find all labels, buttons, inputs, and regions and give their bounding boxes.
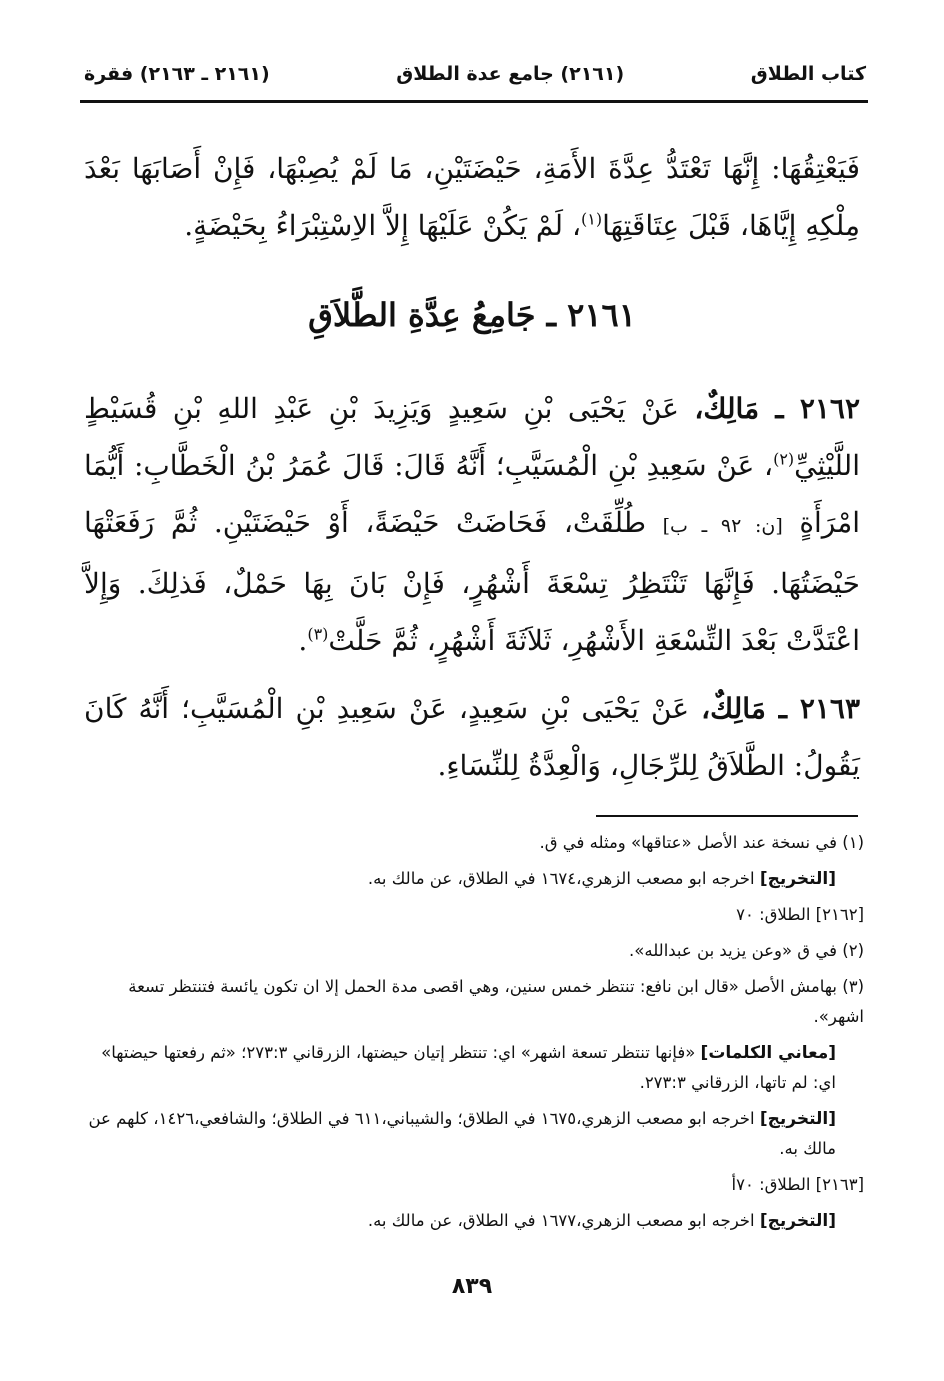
p2-end: .: [298, 624, 308, 657]
takhrij-tag: [التخريج]: [759, 1211, 836, 1231]
p2-text-3: طُلِّقَتْ، فَحَاضَتْ حَيْضَةً، أَوْ حَيْضَتَيْنِ. ثُمَّ رَفَعَتْهَا حَيْضَتُهَا. فَإِنَّهَا تَنْتَظِرُ تِسْعَةَ أَشْهُرٍ، فَإِنْ بَانَ بِهَا حَمْلٌ، فَذلِكَ. وَإِلاَّ اعْتَدَّتْ بَعْدَ التِّسْعَةِ الأَشْهُرِ، ثَلاَثَةَ أَشْهُرٍ، ثُمَّ حَلَّتْ: [84, 506, 860, 657]
paragraph-2162: [84, 380, 860, 669]
p1-footnote-marker: (١): [581, 209, 603, 229]
footnote-separator: [596, 815, 858, 817]
p2-number: ٢١٦٢ ـ مَالِكٌ،: [694, 392, 860, 425]
footnote-1-takhrij: [78, 864, 864, 894]
p2-footnote-marker-2: (٢): [773, 449, 795, 469]
footnote-3-takhrij: [78, 1104, 864, 1164]
running-header: [84, 58, 866, 90]
reference-2163: [٢١٦٣] الطلاق: ٧٠أ: [731, 1175, 864, 1194]
chapter-title: ٢١٦١ ـ جَامِعُ عِدَّةِ الطَّلاَقِ: [308, 296, 636, 334]
header-rule: [80, 100, 868, 103]
paragraph-2163: [84, 680, 860, 794]
footnote-2: (٢) في ق «وعن يزيد بن عبدالله».: [629, 941, 864, 960]
header-chapter-title: (٢١٦١) جامع عدة الطلاق: [396, 63, 625, 85]
takhrij-text: اخرجه ابو مصعب الزهري،١٦٧٤ في الطلاق، عن مالك به.: [367, 869, 760, 888]
header-book-title: كتاب الطلاق: [750, 63, 866, 85]
p3-number: ٢١٦٣ ـ مَالِكٌ،: [701, 692, 860, 725]
footnotes: [78, 828, 864, 1242]
meanings-text: «فإنها تنتظر تسعة اشهر» اي: تنتظر إتيان حيضتها، الزرقاني ٢٧٣:٣؛ «ثم رفعتها حيضتها» اي: لم تاتها، الزرقاني ٢٧٣:٣.: [101, 1043, 836, 1092]
footnote-3: (٣) بهامش الأصل «قال ابن نافع: تنتظر خمس سنين، وهي اقصى مدة الحمل إلا ان تكون يائسة فتنتظر تسعة اشهر».: [128, 977, 864, 1026]
p2-text-2: ، عَنْ سَعِيدِ بْنِ الْمُسَيَّبِ؛ أَنَّهُ قَالَ: قَالَ عُمَرُ بْنُ الْخَطَّابِ: أَيُّمَا امْرَأَةٍ: [84, 449, 861, 539]
p2-text: عَنْ يَحْيَى بْنِ سَعِيدٍ وَيَزِيدَ بْنِ عَبْدِ اللهِ بْنِ قُسَيْطٍ اللَّيْثِيِّ: [84, 392, 860, 482]
footnote-1: (١) في نسخة عند الأصل «عتاقها» ومثله في ق.: [539, 833, 864, 852]
takhrij-text: اخرجه ابو مصعب الزهري،١٦٧٧ في الطلاق، عن مالك به.: [367, 1211, 760, 1230]
p1-text-end: ، لَمْ يَكُنْ عَلَيْهَا إِلاَّ الاِسْتِبْرَاءُ بِحَيْضَةٍ.: [184, 209, 582, 242]
meanings-tag: [معاني الكلمات]: [700, 1043, 836, 1063]
takhrij-text: اخرجه ابو مصعب الزهري،١٦٧٥ في الطلاق؛ والشيباني،٦١١ في الطلاق؛ والشافعي،١٤٢٦، كلهم عن مالك به.: [88, 1109, 836, 1158]
takhrij-tag: [التخريج]: [759, 869, 836, 889]
paragraph-continuation: [84, 140, 860, 254]
page-number: ٨٣٩: [451, 1274, 493, 1299]
takhrij-tag: [التخريج]: [759, 1109, 836, 1129]
p1-text: فَيَعْتِقُهَا: إِنَّهَا تَعْتَدُّ عِدَّةَ الأَمَةِ، حَيْضَتَيْنِ، مَا لَمْ يُصِبْهَا، فَإِنْ أَصَابَهَا بَعْدَ مِلْكِهِ إِيَّاهَا، قَبْلَ عِتَاقَتِهَا: [84, 152, 860, 242]
footnote-3-meanings: [78, 1038, 864, 1098]
p2-footnote-marker-3: (٣): [307, 624, 329, 644]
p2-manuscript-ref: [ن: ٩٢ ـ ب]: [662, 515, 783, 537]
header-paragraph-range: (٢١٦١ ـ ٢١٦٣) فقرة: [84, 63, 270, 85]
footnote-4-takhrij: [78, 1206, 864, 1236]
p3-text: عَنْ يَحْيَى بْنِ سَعِيدٍ، عَنْ سَعِيدِ بْنِ الْمُسَيَّبِ؛ أَنَّهُ كَانَ يَقُولُ: الطَّلاَقُ لِلرِّجَالِ، وَالْعِدَّةُ لِلنِّسَاءِ.: [84, 692, 860, 782]
reference-2162: [٢١٦٢] الطلاق: ٧٠: [736, 905, 864, 924]
